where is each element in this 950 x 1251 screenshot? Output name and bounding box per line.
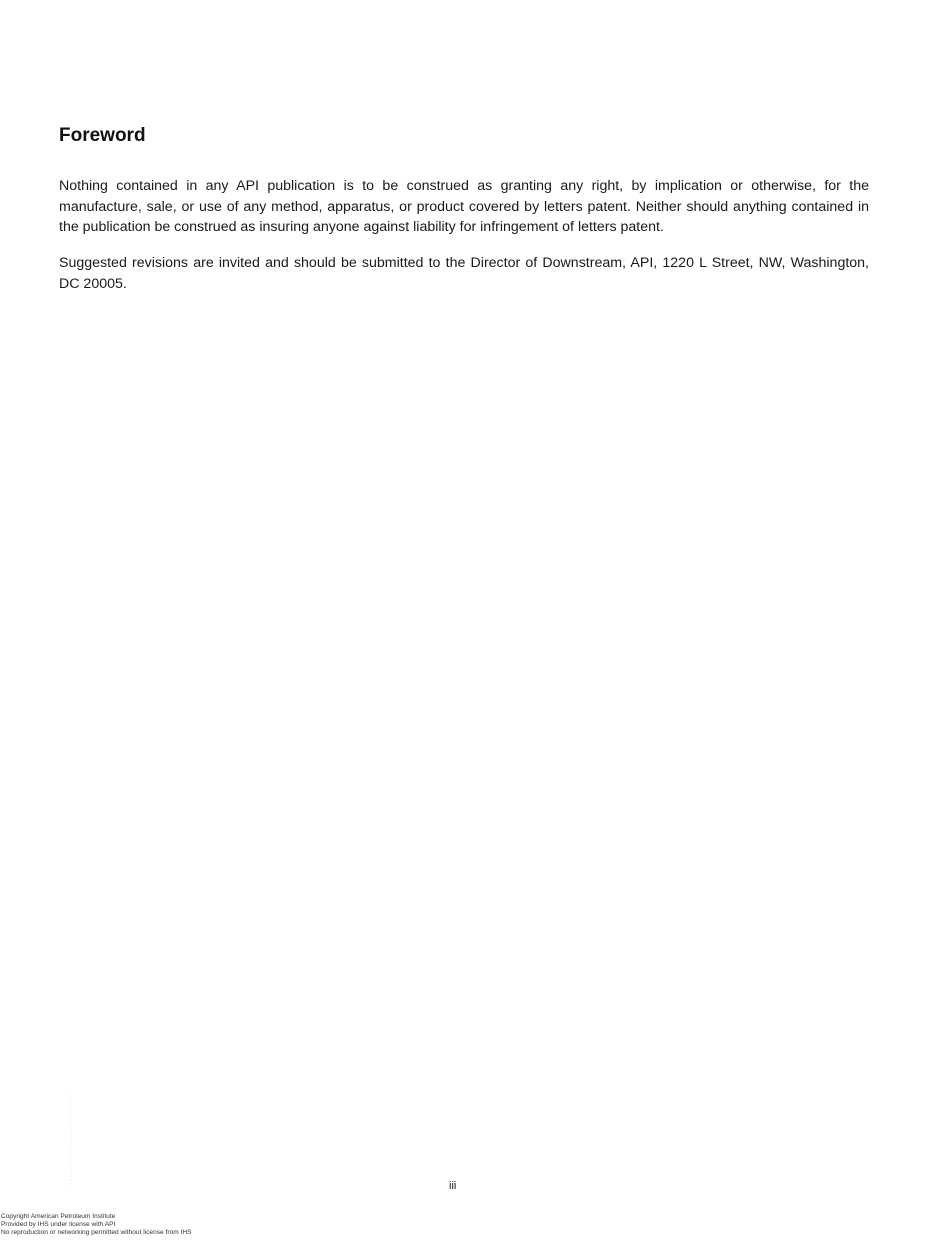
copyright-line: Copyright American Petroleum Institute (1, 1213, 116, 1220)
page-number: iii (449, 1180, 457, 1192)
page-title: Foreword (59, 125, 146, 146)
license-line: Provided by IHS under license with API (1, 1221, 116, 1228)
foreword-paragraph-revisions: Suggested revisions are invited and should be submitted to the Director of Downstream, API, 1220 L Street, NW, Washington, DC 20005. (59, 255, 869, 292)
copyright-notice (1, 1213, 192, 1237)
foreword-paragraph-patent: Nothing contained in any API publication is to be construed as granting any right, by implication or otherwise, for the manufacture, sale, or use of any method, apparatus, or product covered by letters patent. Neither should anything contained in the publication be construed as insuring anyone against liability for infringement of letters patent. (59, 178, 869, 235)
reproduction-line: No reproduction or networking permitted without license from IHS (1, 1229, 192, 1236)
side-watermark-text: - - - - - - - - - - - - - - - - - - - - - - - - - - (68, 1094, 74, 1188)
side-watermark-strip (66, 1040, 80, 1190)
